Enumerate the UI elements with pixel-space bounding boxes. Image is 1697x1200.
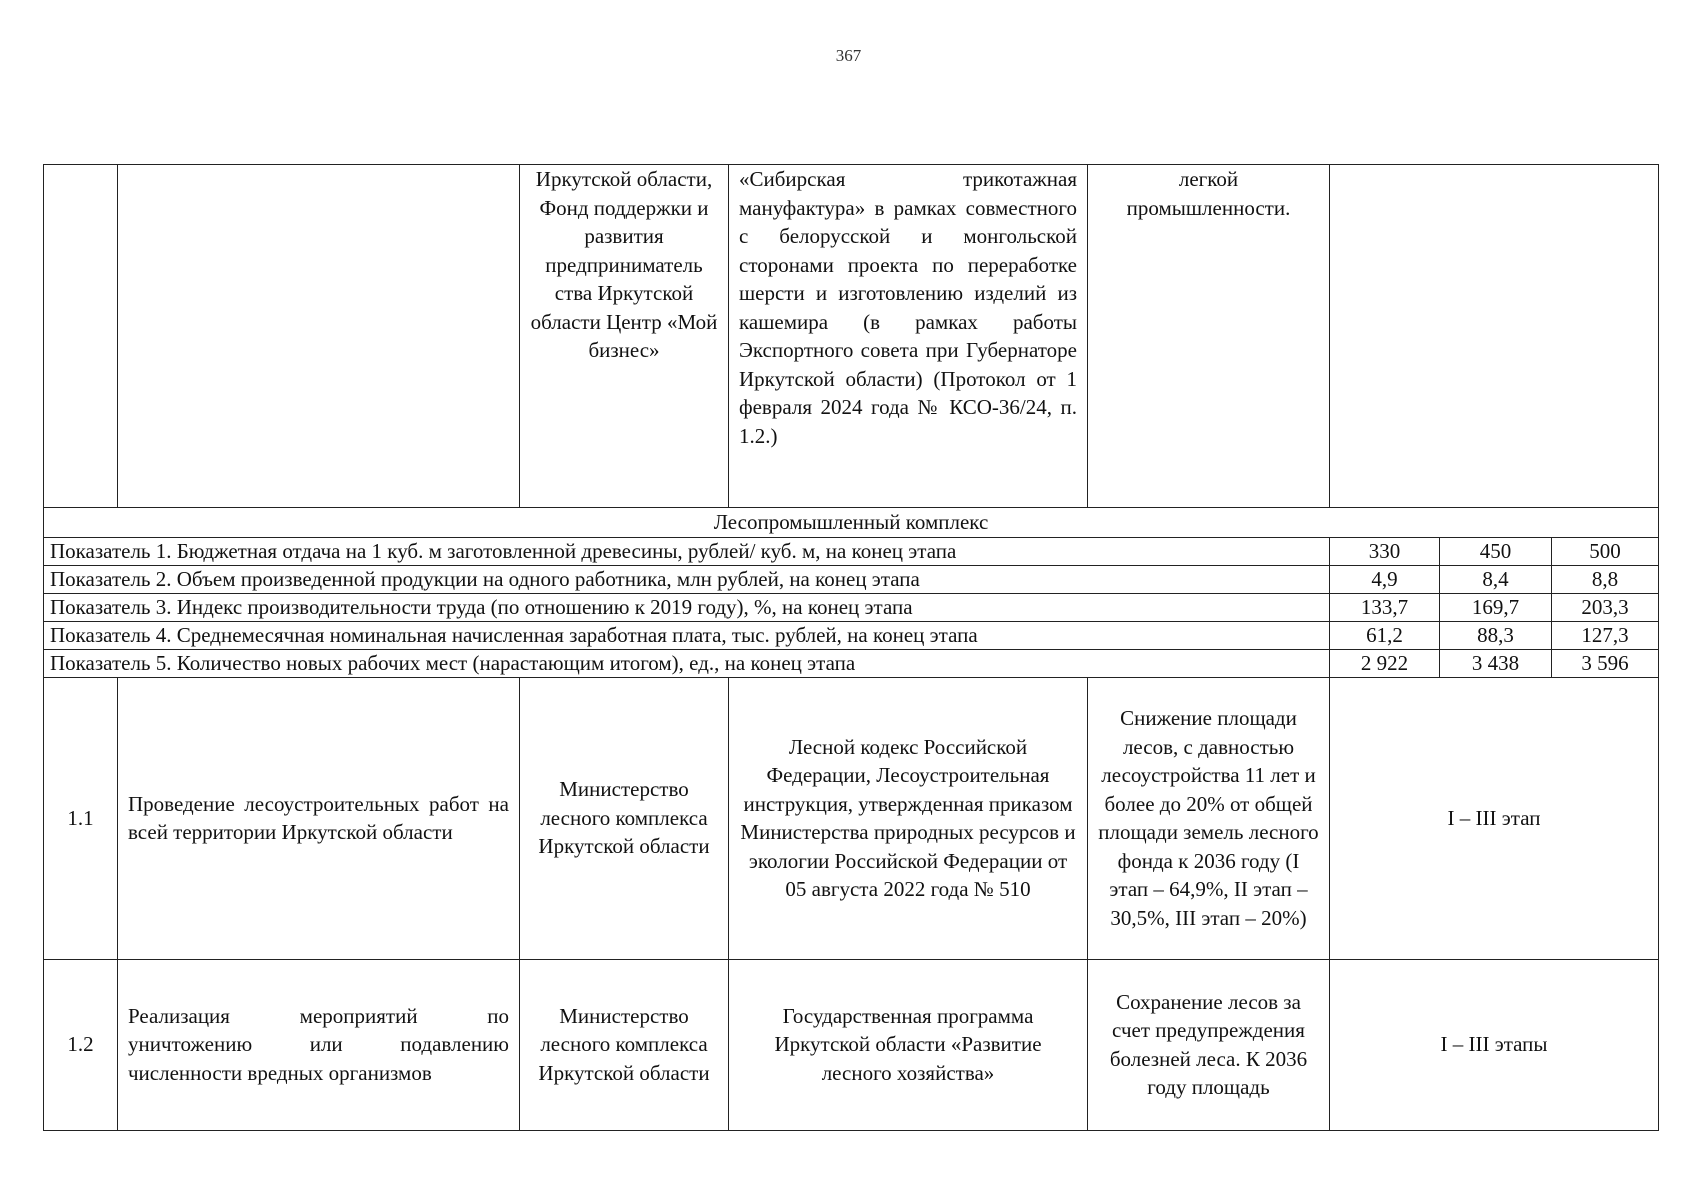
program-measures-table <box>43 164 1659 1131</box>
measure-row <box>44 677 1659 959</box>
indicator-value-stage-1: 61,2 <box>1330 621 1440 649</box>
indicator-row <box>44 537 1659 565</box>
basis-text: Лесной кодекс Российской Федерации, Лесоустроительная инструкция, утвержденная приказом Министерства природных ресурсов и экологии Российской Федерации от 05 августа 2022 года № 510 <box>729 677 1088 959</box>
indicator-value-stage-2: 3 438 <box>1440 649 1552 677</box>
indicator-value-stage-1: 133,7 <box>1330 593 1440 621</box>
executor-text: Министерство лесного комплекса Иркутской области <box>520 959 729 1130</box>
indicator-value-stage-2: 8,4 <box>1440 565 1552 593</box>
indicator-value-stage-3: 127,3 <box>1552 621 1659 649</box>
indicator-value-stage-2: 88,3 <box>1440 621 1552 649</box>
period-text: I – III этап <box>1330 677 1659 959</box>
indicator-text: Показатель 2. Объем произведенной продукции на одного работника, млн рублей, на конец этапа <box>44 565 1330 593</box>
indicator-value-stage-3: 3 596 <box>1552 649 1659 677</box>
period-cell <box>1330 165 1659 508</box>
indicator-value-stage-3: 500 <box>1552 537 1659 565</box>
measure-text: Реализация мероприятий по уничтожению или подавлению численности вредных организмов <box>118 959 520 1130</box>
indicator-row <box>44 593 1659 621</box>
indicator-row <box>44 565 1659 593</box>
period-text: I – III этапы <box>1330 959 1659 1130</box>
indicator-text: Показатель 5. Количество новых рабочих мест (нарастающим итогом), ед., на конец этапа <box>44 649 1330 677</box>
indicator-text: Показатель 4. Среднемесячная номинальная начисленная заработная плата, тыс. рублей, на конец этапа <box>44 621 1330 649</box>
indicator-row <box>44 649 1659 677</box>
result-text: Сохранение лесов за счет предупреждения болезней леса. К 2036 году площадь <box>1088 959 1330 1130</box>
measure-text: Проведение лесоустроительных работ на всей территории Иркутской области <box>118 677 520 959</box>
continuation-row <box>44 165 1659 508</box>
indicator-text: Показатель 1. Бюджетная отдача на 1 куб. м заготовленной древесины, рублей/ куб. м, на конец этапа <box>44 537 1330 565</box>
section-row <box>44 508 1659 538</box>
indicator-value-stage-3: 8,8 <box>1552 565 1659 593</box>
indicator-value-stage-1: 330 <box>1330 537 1440 565</box>
indicator-row <box>44 621 1659 649</box>
page-number: 367 <box>835 46 862 65</box>
basis-cell: «Сибирская трикотажная мануфактура» в рамках совместного с белорусской и монгольской сторонами проекта по переработке шерсти и изготовлению изделий из кашемира (в рамках работы Экспортного совета при Губернаторе Иркутской области) (Протокол от 1 февраля 2024 года № КСО-36/24, п. 1.2.) <box>729 165 1088 508</box>
executor-text: Министерство лесного комплекса Иркутской области <box>520 677 729 959</box>
indicator-text: Показатель 3. Индекс производительности труда (по отношению к 2019 году), %, на конец этапа <box>44 593 1330 621</box>
result-cell: легкой промышленности. <box>1088 165 1330 508</box>
executor-cell: Иркутской области, Фонд поддержки и развития предприниматель ства Иркутской области Центр «Мой бизнес» <box>520 165 729 508</box>
indicator-value-stage-1: 2 922 <box>1330 649 1440 677</box>
row-number: 1.1 <box>44 677 118 959</box>
indicator-value-stage-2: 450 <box>1440 537 1552 565</box>
row-number: 1.2 <box>44 959 118 1130</box>
section-title: Лесопромышленный комплекс <box>44 508 1659 538</box>
result-text: Снижение площади лесов, с давностью лесоустройства 11 лет и более до 20% от общей площади земель лесного фонда к 2036 году (I этап – 64,9%, II этап – 30,5%, III этап – 20%) <box>1088 677 1330 959</box>
num-cell <box>44 165 118 508</box>
indicator-value-stage-3: 203,3 <box>1552 593 1659 621</box>
indicator-value-stage-1: 4,9 <box>1330 565 1440 593</box>
measure-cell <box>118 165 520 508</box>
indicator-value-stage-2: 169,7 <box>1440 593 1552 621</box>
basis-text: Государственная программа Иркутской области «Развитие лесного хозяйства» <box>729 959 1088 1130</box>
measure-row <box>44 959 1659 1130</box>
